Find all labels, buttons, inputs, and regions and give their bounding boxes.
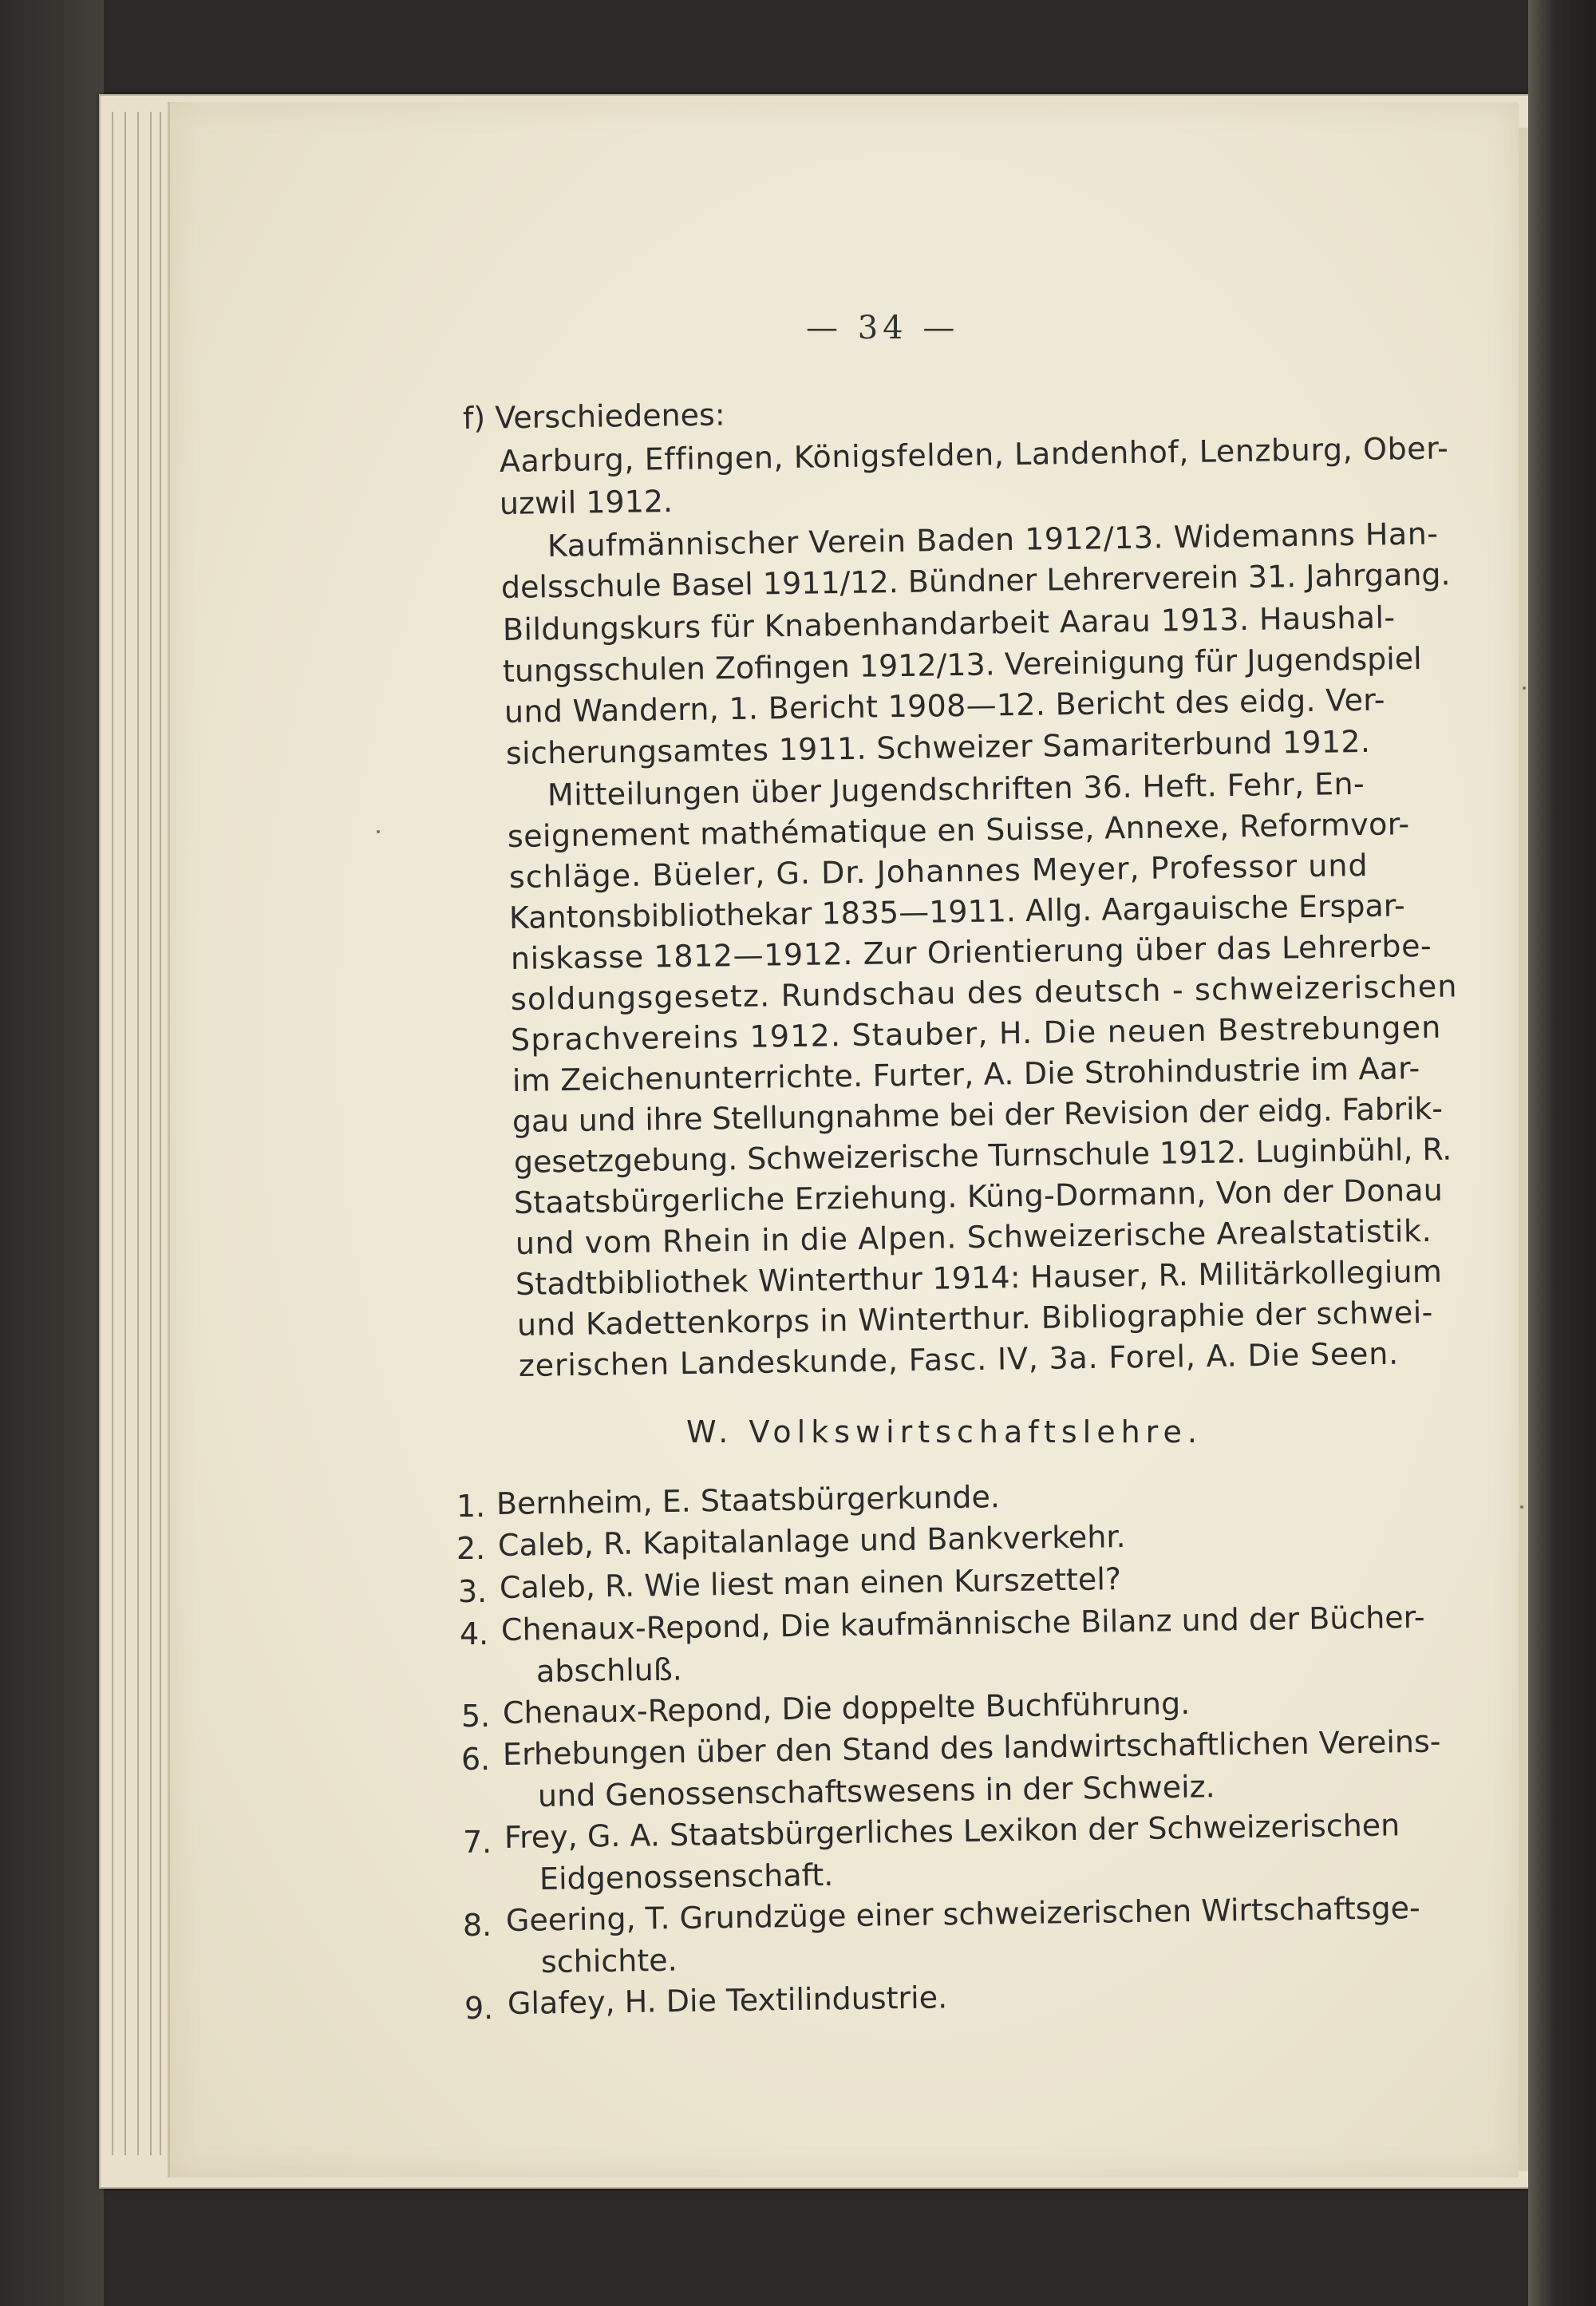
section-f-line: uzwil 1912.: [499, 483, 674, 521]
list-item-number: 6.: [461, 1742, 491, 1777]
list-item: Chenaux-Repond, Die doppelte Buchführung.: [502, 1685, 1191, 1730]
section-f-line: schläge. Büeler, G. Dr. Johannes Meyer, Professor und: [508, 847, 1369, 895]
section-f-label: f) Verschiedenes:: [462, 397, 725, 436]
list-item-continuation: schichte.: [540, 1942, 678, 1980]
list-item-number: 4.: [460, 1616, 489, 1651]
section-f-line: Staatsbürgerliche Erziehung. Küng-Dormann, Von der Donau: [513, 1172, 1444, 1220]
list-item-number: 9.: [464, 1991, 494, 2026]
page-number: — 34 —: [806, 310, 960, 346]
section-f-line: Stadtbibliothek Winterthur 1914: Hauser, R. Militärkollegium: [515, 1253, 1443, 1302]
list-item: Glafey, H. Die Textilindustrie.: [507, 1980, 948, 2021]
section-f-line: soldungsgesetz. Rundschau des deutsch - schweizerischen: [510, 968, 1458, 1017]
list-item-number: 1.: [456, 1489, 486, 1524]
page-edge-line: [112, 112, 113, 2155]
list-item-continuation: abschluß.: [535, 1651, 683, 1689]
section-f-line: tungsschulen Zofingen 1912/13. Vereinigung für Jugendspiel: [502, 640, 1422, 689]
page-edge-line: [150, 112, 152, 2155]
list-item-number: 8.: [463, 1908, 492, 1943]
section-f-line: und Kadettenkorps in Winterthur. Bibliographie der schwei-: [516, 1294, 1434, 1343]
section-f-line: und vom Rhein in die Alpen. Schweizerische Arealstatistik.: [515, 1212, 1432, 1261]
section-f-line: gesetzgebung. Schweizerische Turnschule 1912. Luginbühl, R.: [513, 1131, 1452, 1180]
section-f-line: im Zeichenunterrichte. Furter, A. Die Strohindustrie im Aar-: [512, 1050, 1420, 1098]
page-edge-line: [124, 112, 126, 2155]
section-f-line: delsschule Basel 1911/12. Bündner Lehrerverein 31. Jahrgang.: [500, 556, 1451, 605]
list-item: Erhebungen über den Stand des landwirtschaftlichen Vereins-: [502, 1723, 1441, 1772]
section-f-line: Sprachvereins 1912. Stauber, H. Die neuen Bestrebungen: [510, 1009, 1442, 1058]
section-f-line: und Wandern, 1. Bericht 1908—12. Bericht des eidg. Ver-: [504, 682, 1386, 730]
list-item-number: 7.: [463, 1825, 492, 1860]
list-item-number: 2.: [456, 1531, 486, 1566]
list-item-number: 5.: [461, 1699, 491, 1734]
section-f-line: gau und ihre Stellungnahme bei der Revision der eidg. Fabrik-: [512, 1090, 1444, 1139]
page-edge-line: [137, 112, 139, 2155]
page-edge-line: [160, 112, 161, 2155]
section-f-line: Kaufmännischer Verein Baden 1912/13. Widemanns Han-: [547, 516, 1439, 564]
section-f-line: Kantonsbibliothekar 1835—1911. Allg. Aargauische Erspar-: [508, 888, 1405, 935]
section-w-heading: W. Volkswirtschaftslehre.: [686, 1414, 1203, 1450]
section-f-line: Bildungskurs für Knabenhandarbeit Aarau 1913. Haushal-: [502, 599, 1396, 647]
paper-speck: [1520, 1505, 1523, 1509]
section-f-line: seignement mathématique en Suisse, Annexe, Reformvor-: [507, 806, 1410, 854]
section-f-line: zerischen Landeskunde, Fasc. IV, 3a. Forel, A. Die Seen.: [518, 1335, 1400, 1383]
list-item-continuation: Eidgenossenschaft.: [539, 1857, 834, 1897]
paper-speck: [1523, 686, 1526, 690]
list-item: Caleb, R. Kapitalanlage und Bankverkehr.: [497, 1519, 1126, 1563]
list-item-continuation: und Genossenschaftswesens in der Schweiz.: [537, 1769, 1215, 1814]
list-item: Bernheim, E. Staatsbürgerkunde.: [496, 1479, 1001, 1521]
list-item: Caleb, R. Wie liest man einen Kurszettel?: [499, 1561, 1122, 1605]
section-f-line: niskasse 1812—1912. Zur Orientierung über das Lehrerbe-: [510, 928, 1432, 976]
section-f-line: Aarburg, Effingen, Königsfelden, Landenhof, Lenzburg, Ober-: [499, 430, 1449, 479]
list-item-number: 3.: [458, 1574, 488, 1609]
paper-speck: [377, 830, 380, 833]
section-f-line: sicherungsamtes 1911. Schweizer Samariterbund 1912.: [505, 723, 1371, 771]
list-item: Frey, G. A. Staatsbürgerliches Lexikon der Schweizerischen: [504, 1807, 1400, 1855]
list-item: Chenaux-Repond, Die kaufmännische Bilanz und der Bücher-: [500, 1599, 1425, 1647]
list-item: Geering, T. Grundzüge einer schweizerischen Wirtschaftsge-: [505, 1890, 1420, 1938]
section-f-line: Mitteilungen über Jugendschriften 36. Heft. Fehr, En-: [547, 765, 1365, 813]
scan-right-margin: [1528, 0, 1596, 2306]
scan-left-margin: [0, 0, 104, 2306]
